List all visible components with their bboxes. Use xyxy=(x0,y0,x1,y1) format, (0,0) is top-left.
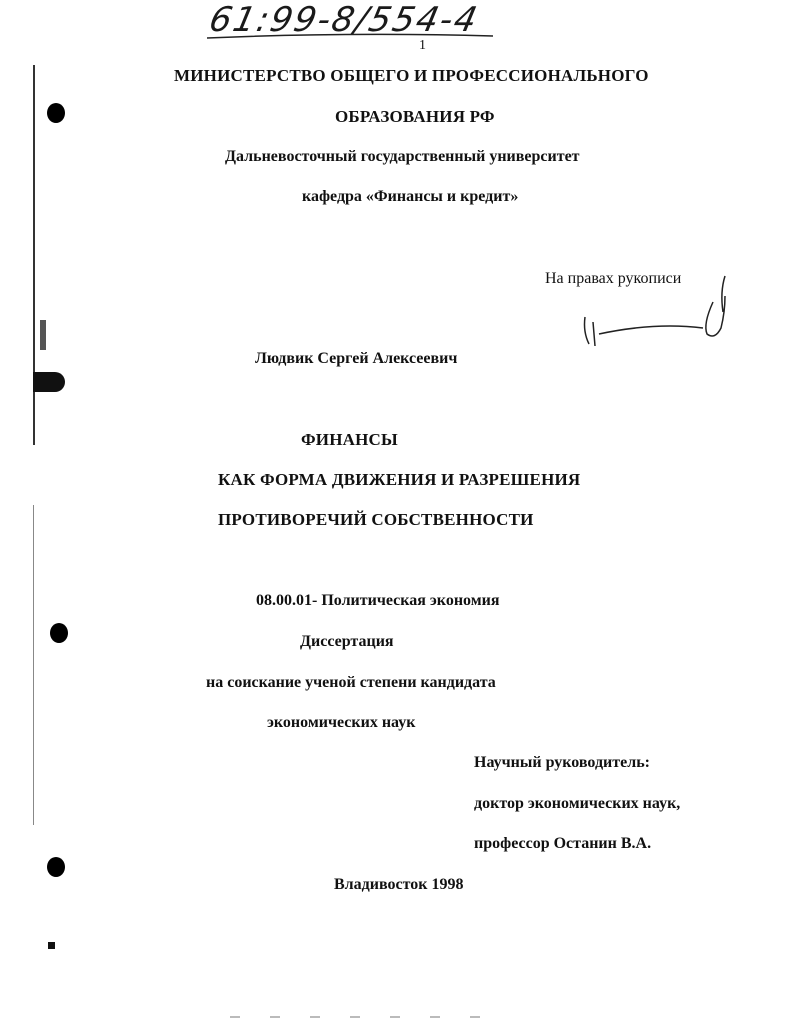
dissertation-title-line-1: ФИНАНСЫ xyxy=(301,430,398,449)
author-name: Людвик Сергей Алексеевич xyxy=(255,350,458,367)
scan-edge-block xyxy=(33,372,65,392)
department-name: кафедра «Финансы и кредит» xyxy=(302,188,519,205)
ministry-line-1: МИНИСТЕРСТВО ОБЩЕГО И ПРОФЕССИОНАЛЬНОГО xyxy=(174,66,649,85)
university-name: Дальневосточный государственный университет xyxy=(225,148,580,165)
punch-hole xyxy=(47,857,65,877)
punch-hole xyxy=(50,623,68,643)
handwritten-underline xyxy=(205,30,495,42)
degree-line-2: экономических наук xyxy=(267,714,416,731)
scan-edge-dot xyxy=(48,942,55,949)
scan-bottom-noise xyxy=(230,1016,490,1018)
author-signature xyxy=(575,272,735,352)
specialty-code: 08.00.01- Политическая экономия xyxy=(256,592,500,609)
scan-edge-mark xyxy=(40,320,46,350)
scan-edge-line xyxy=(33,505,34,825)
document-type: Диссертация xyxy=(300,633,394,650)
page-number: 1 xyxy=(419,38,426,53)
manuscript-note: На правах рукописи xyxy=(545,270,682,287)
supervisor-degree: доктор экономических наук, xyxy=(474,795,681,812)
supervisor-label: Научный руководитель: xyxy=(474,754,650,771)
dissertation-title-line-3: ПРОТИВОРЕЧИЙ СОБСТВЕННОСТИ xyxy=(218,510,534,529)
handwritten-code-text: 61:99-8/554-4 xyxy=(205,0,483,40)
city-year: Владивосток 1998 xyxy=(334,876,464,893)
degree-line-1: на соискание ученой степени кандидата xyxy=(206,674,496,691)
dissertation-title-line-2: КАК ФОРМА ДВИЖЕНИЯ И РАЗРЕШЕНИЯ xyxy=(218,470,581,489)
ministry-line-2: ОБРАЗОВАНИЯ РФ xyxy=(335,107,495,126)
punch-hole xyxy=(47,103,65,123)
supervisor-name: профессор Останин В.А. xyxy=(474,835,652,852)
